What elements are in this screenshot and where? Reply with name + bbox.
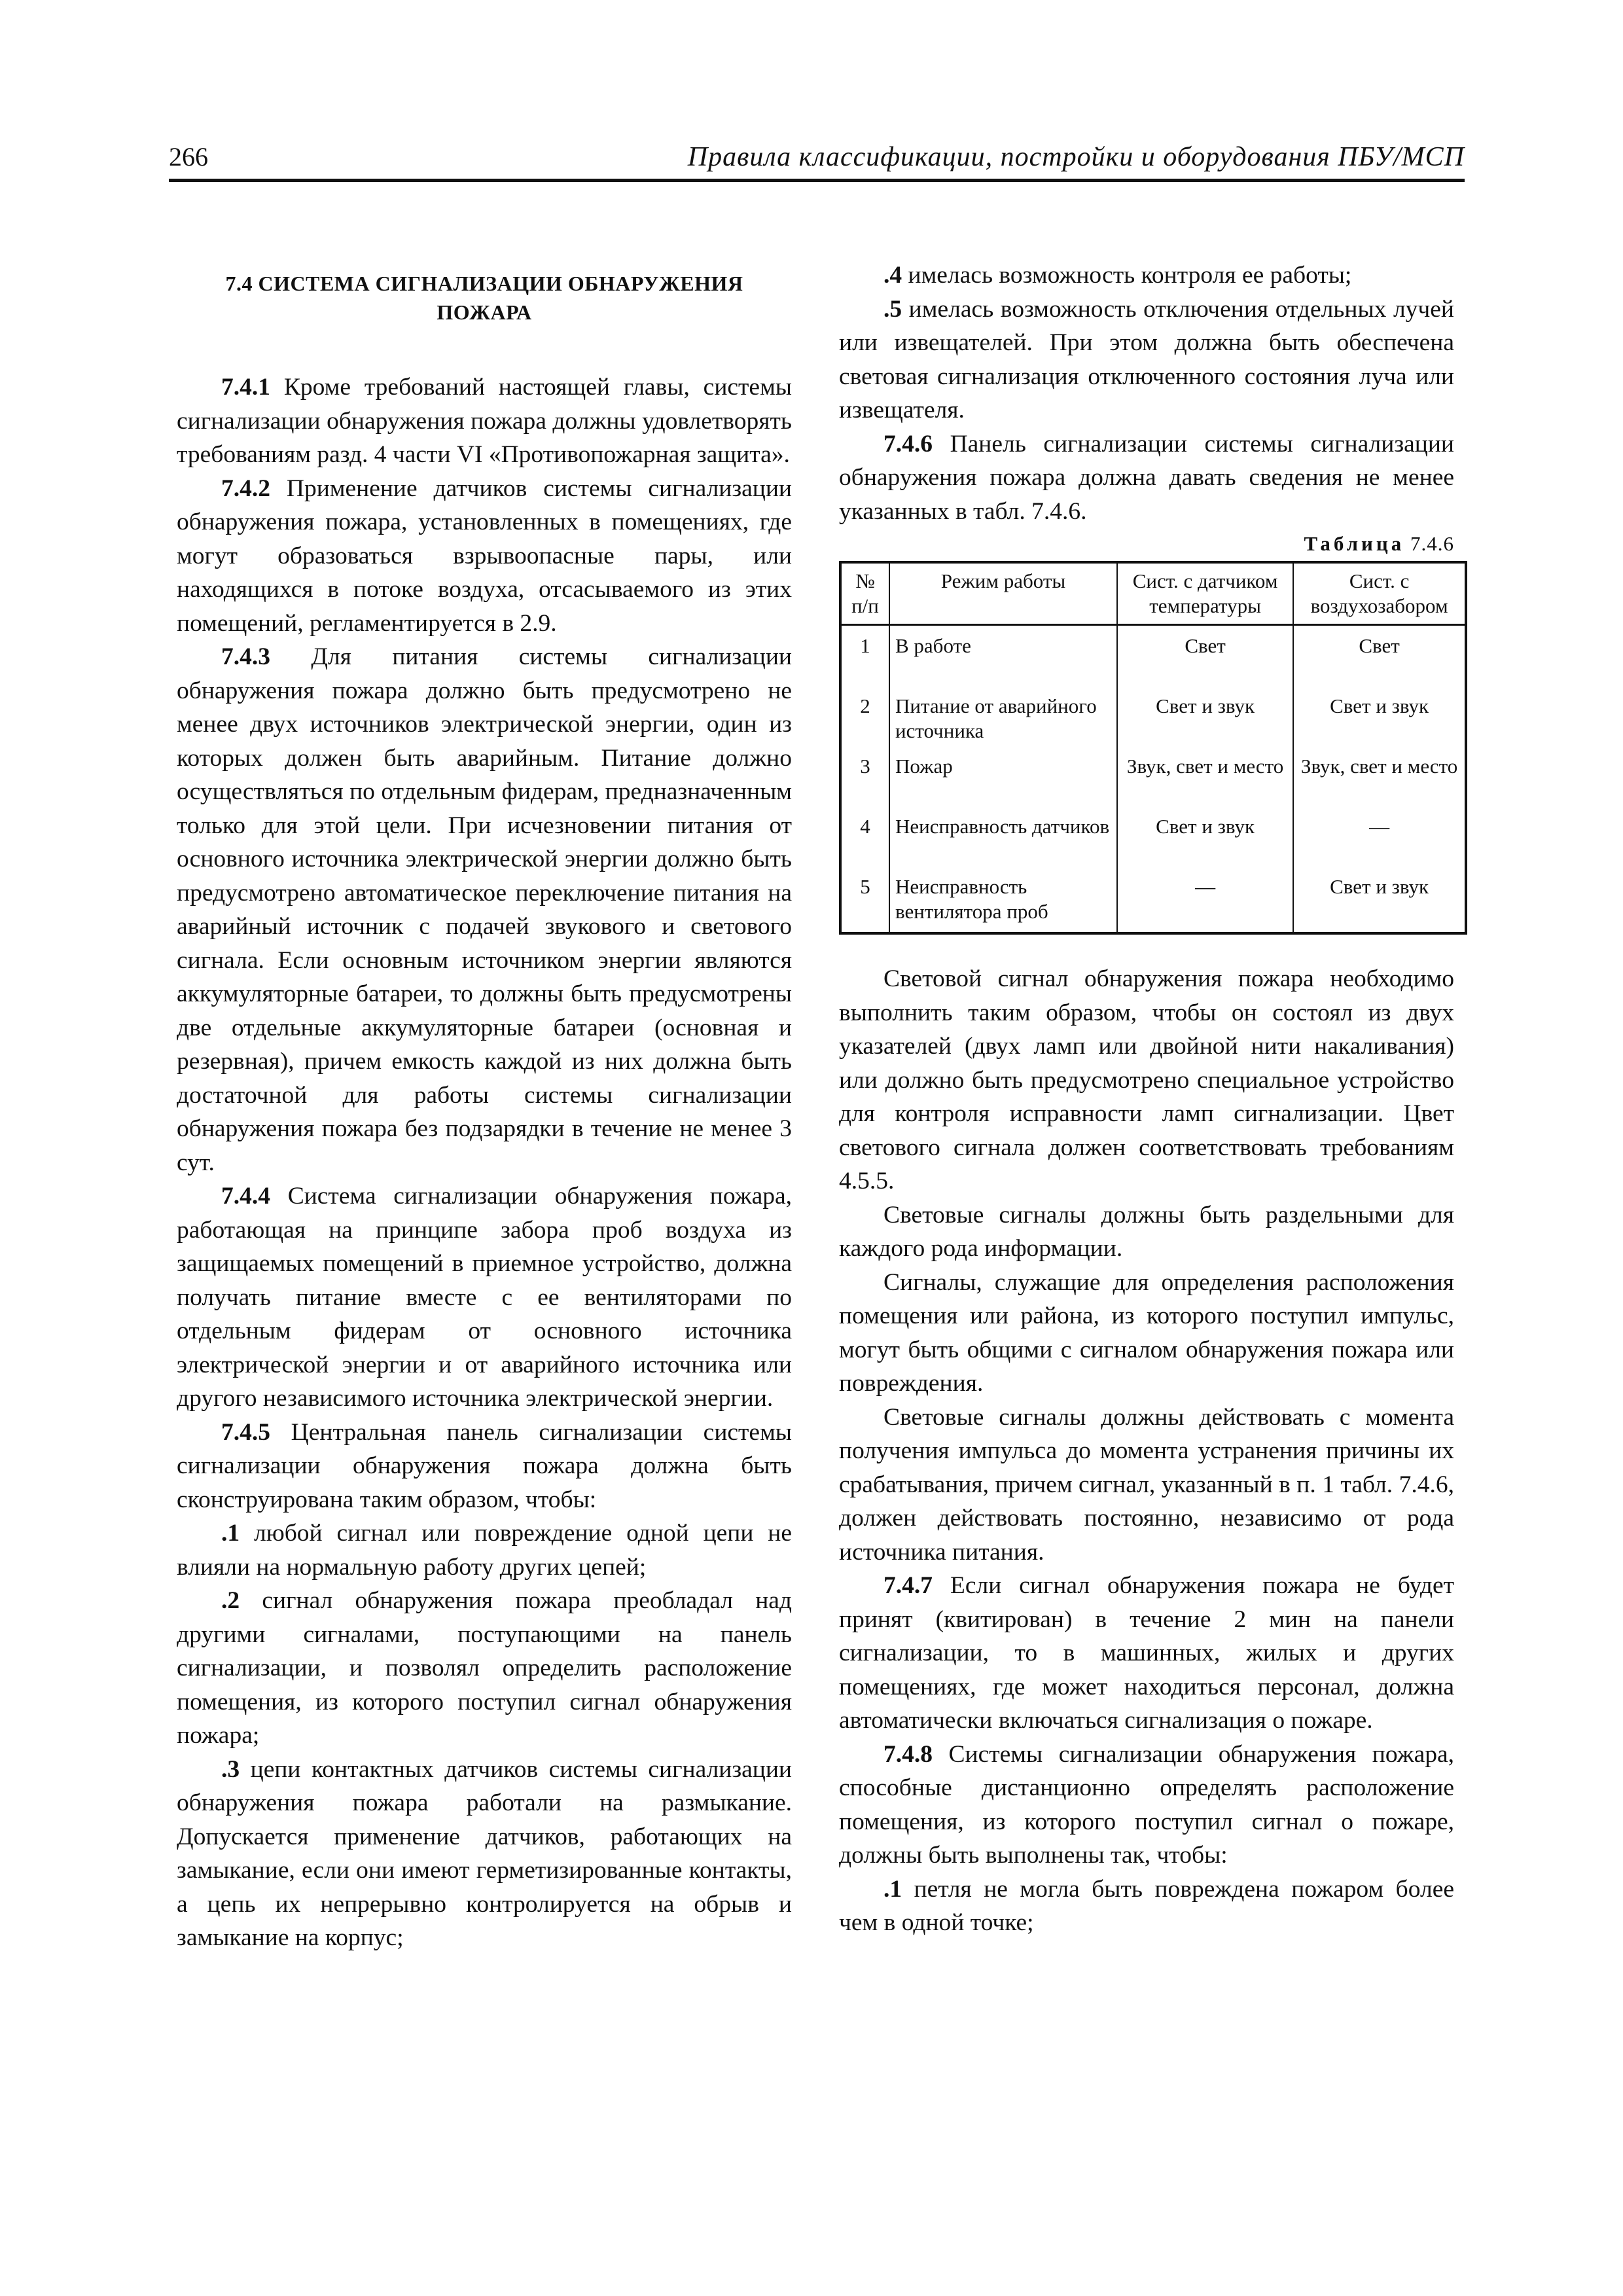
table-row <box>840 691 1466 751</box>
cell-air: Свет <box>1293 625 1466 692</box>
cell-air: Свет и звук <box>1293 691 1466 751</box>
list-item-5 <box>839 293 1454 427</box>
list-item-1 <box>177 1516 792 1584</box>
clause-number: 7.4.2 <box>221 475 270 502</box>
clause-number: 7.4.8 <box>883 1740 933 1768</box>
item-number: .2 <box>221 1587 240 1614</box>
paragraph-7-4-6 <box>839 427 1454 529</box>
clause-text: Кроме требований настоящей главы, системы сигнализации обнаружения пожара должны удовлетворять требованиям разд. 4 части VI «Противопожарная защита». <box>177 374 792 468</box>
item-number: .1 <box>221 1520 240 1547</box>
table-caption-number: 7.4.6 <box>1404 532 1454 555</box>
clause-text: Системы сигнализации обнаружения пожара, способные дистанционно определять расположение помещения, из которого поступил сигнал о пожаре, должны быть выполнены так, чтобы: <box>839 1740 1454 1869</box>
paragraph-7-4-8 <box>839 1738 1454 1873</box>
table-caption <box>839 531 1454 557</box>
list-item-3 <box>177 1753 792 1955</box>
clause-number: 7.4.3 <box>221 643 270 670</box>
left-column <box>177 259 792 1955</box>
cell-air: Свет и звук <box>1293 872 1466 933</box>
cell-mode: Неисправность вентилятора проб <box>889 872 1117 933</box>
cell-temp: — <box>1117 872 1293 933</box>
section-title: 7.4 СИСТЕМА СИГНАЛИЗАЦИИ ОБНАРУЖЕНИЯ ПОЖАРА <box>225 272 743 324</box>
cell-mode: Пожар <box>889 751 1117 812</box>
item-text: имелась возможность отключения отдельных лучей или извещателей. При этом должна быть обеспечена световая сигнализация отключенного состояния луча или извещателя. <box>839 295 1454 423</box>
paragraph-7-4-1 <box>177 370 792 472</box>
cell-temp: Свет и звук <box>1117 812 1293 872</box>
running-title: Правила классификации, постройки и оборудования ПБУ/МСП <box>687 142 1465 172</box>
table-row <box>840 751 1466 812</box>
cell-temp: Звук, свет и место <box>1117 751 1293 812</box>
table-row <box>840 625 1466 692</box>
header-air: Сист. с воздухозабором <box>1293 562 1466 625</box>
cell-air: — <box>1293 812 1466 872</box>
cell-mode: В работе <box>889 625 1117 692</box>
item-text: цепи контактных датчиков системы сигнализации обнаружения пожара работали на размыкание. Допускается применение датчиков, работающих на замыкание, если они имеют герметизированные контакты, а цепь их непрерывно контролируется на обрыв и замыкание на корпус; <box>177 1755 792 1951</box>
paragraph-7-4-5 <box>177 1416 792 1517</box>
item-text: имелась возможность контроля ее работы; <box>902 262 1352 289</box>
table-header-row <box>840 562 1466 625</box>
paragraph-location-signals: Сигналы, служащие для определения расположения помещения или района, из которого поступил импульс, могут быть общими с сигналом обнаружения пожара или повреждения. <box>839 1268 1454 1397</box>
item-text: сигнал обнаружения пожара преобладал над другими сигналами, поступающими на панель сигнализации, и позволял определить расположение помещения, из которого поступил сигнал обнаружения пожара; <box>177 1587 792 1749</box>
post-table-text <box>839 962 1454 1940</box>
page-number: 266 <box>169 142 208 171</box>
header-rule <box>169 179 1465 182</box>
paragraph-7-4-7 <box>839 1569 1454 1738</box>
signal-modes-table <box>839 561 1467 935</box>
cell-num: 3 <box>840 751 889 812</box>
cell-air: Звук, свет и место <box>1293 751 1466 812</box>
clause-number: 7.4.6 <box>883 430 933 457</box>
paragraph-light-signal: Световой сигнал обнаружения пожара необходимо выполнить таким образом, чтобы он состоял из двух указателей (двух ламп или двойной нити накаливания) или должно быть предусмотрено специальное устройство для контроля исправности ламп сигнализации. Цвет светового сигнала должен соответствовать требованиям 4.5.5. <box>839 965 1454 1194</box>
paragraph-separate-signals: Световые сигналы должны быть раздельными для каждого рода информации. <box>839 1201 1454 1262</box>
table-caption-word: Таблица <box>1304 532 1405 555</box>
clause-number: 7.4.7 <box>883 1572 933 1599</box>
list-item-4 <box>839 259 1454 293</box>
header-num: № п/п <box>840 562 889 625</box>
clause-number: 7.4.4 <box>221 1183 270 1210</box>
right-column <box>839 259 1458 1940</box>
clause-text: Для питания системы сигнализации обнаружения пожара должно быть предусмотрено не менее двух источников электрической энергии, один из которых должен быть аварийным. Питание должно осуществляться по отдельным фидерам, предназначенным только для этой цели. При исчезновении питания от основного источника электрической энергии должно быть предусмотрено автоматическое переключение питания на аварийный источник с подачей звукового и светового сигнала. Если основным источником энергии являются аккумуляторные батареи, то должны быть предусмотрены две отдельные аккумуляторные батареи (основная и резервная), причем емкость каждой из них должна быть достаточной для работы системы сигнализации обнаружения пожара без подзарядки в течение не менее 3 сут. <box>177 643 792 1176</box>
clause-text: Центральная панель сигнализации системы сигнализации обнаружения пожара должна быть сконструирована таким образом, чтобы: <box>177 1418 792 1513</box>
cell-num: 4 <box>840 812 889 872</box>
item-number: .4 <box>883 262 902 289</box>
cell-num: 2 <box>840 691 889 751</box>
clause-number: 7.4.5 <box>221 1418 270 1446</box>
header-mode: Режим работы <box>889 562 1117 625</box>
cell-temp: Свет <box>1117 625 1293 692</box>
item-number: .1 <box>883 1875 902 1903</box>
cell-mode: Неисправность датчиков <box>889 812 1117 872</box>
list-item-1b <box>839 1873 1454 1940</box>
paragraph-7-4-4 <box>177 1179 792 1416</box>
clause-text: Панель сигнализации системы сигнализации обнаружения пожара должна давать сведения не менее указанных в табл. 7.4.6. <box>839 430 1454 525</box>
clause-text: Система сигнализации обнаружения пожара, работающая на принципе забора проб воздуха из защищаемых помещений в приемное устройство, должна получать питание вместе с ее вентиляторами по отдельным фидерам от основного источника электрической энергии и от аварийного источника или другого независимого источника электрической энергии. <box>177 1183 792 1412</box>
clause-text: Если сигнал обнаружения пожара не будет принят (квитирован) в течение 2 мин на панели сигнализации, то в машинных, жилых и других помещениях, где может находиться персонал, должна автоматически включаться сигнализация о пожаре. <box>839 1572 1454 1734</box>
item-text: любой сигнал или повреждение одной цепи не влияли на нормальную работу других цепей; <box>177 1520 792 1581</box>
cell-num: 1 <box>840 625 889 692</box>
cell-mode: Питание от аварийного источника <box>889 691 1117 751</box>
cell-temp: Свет и звук <box>1117 691 1293 751</box>
clause-number: 7.4.1 <box>221 374 270 401</box>
table-row <box>840 872 1466 933</box>
header-temp: Сист. с датчиком температуры <box>1117 562 1293 625</box>
running-header <box>169 137 1465 177</box>
clause-text: Применение датчиков системы сигнализации обнаружения пожара, установленных в помещениях, где могут образоваться взрывоопасные пары, или находящихся в потоке воздуха, отсасываемого из этих помещений, регламентируется в 2.9. <box>177 475 792 637</box>
item-number: .5 <box>883 295 902 323</box>
list-item-2 <box>177 1584 792 1753</box>
paragraph-7-4-3 <box>177 640 792 1179</box>
item-text: петля не могла быть повреждена пожаром более чем в одной точке; <box>839 1875 1454 1936</box>
paragraph-signal-duration: Световые сигналы должны действовать с момента получения импульса до момента устранения причины их срабатывания, причем сигнал, указанный в п. 1 табл. 7.4.6, должен действовать постоянно, независимо от рода источника питания. <box>839 1403 1454 1566</box>
item-number: .3 <box>221 1755 240 1783</box>
paragraph-7-4-2 <box>177 472 792 641</box>
cell-num: 5 <box>840 872 889 933</box>
table-row <box>840 812 1466 872</box>
